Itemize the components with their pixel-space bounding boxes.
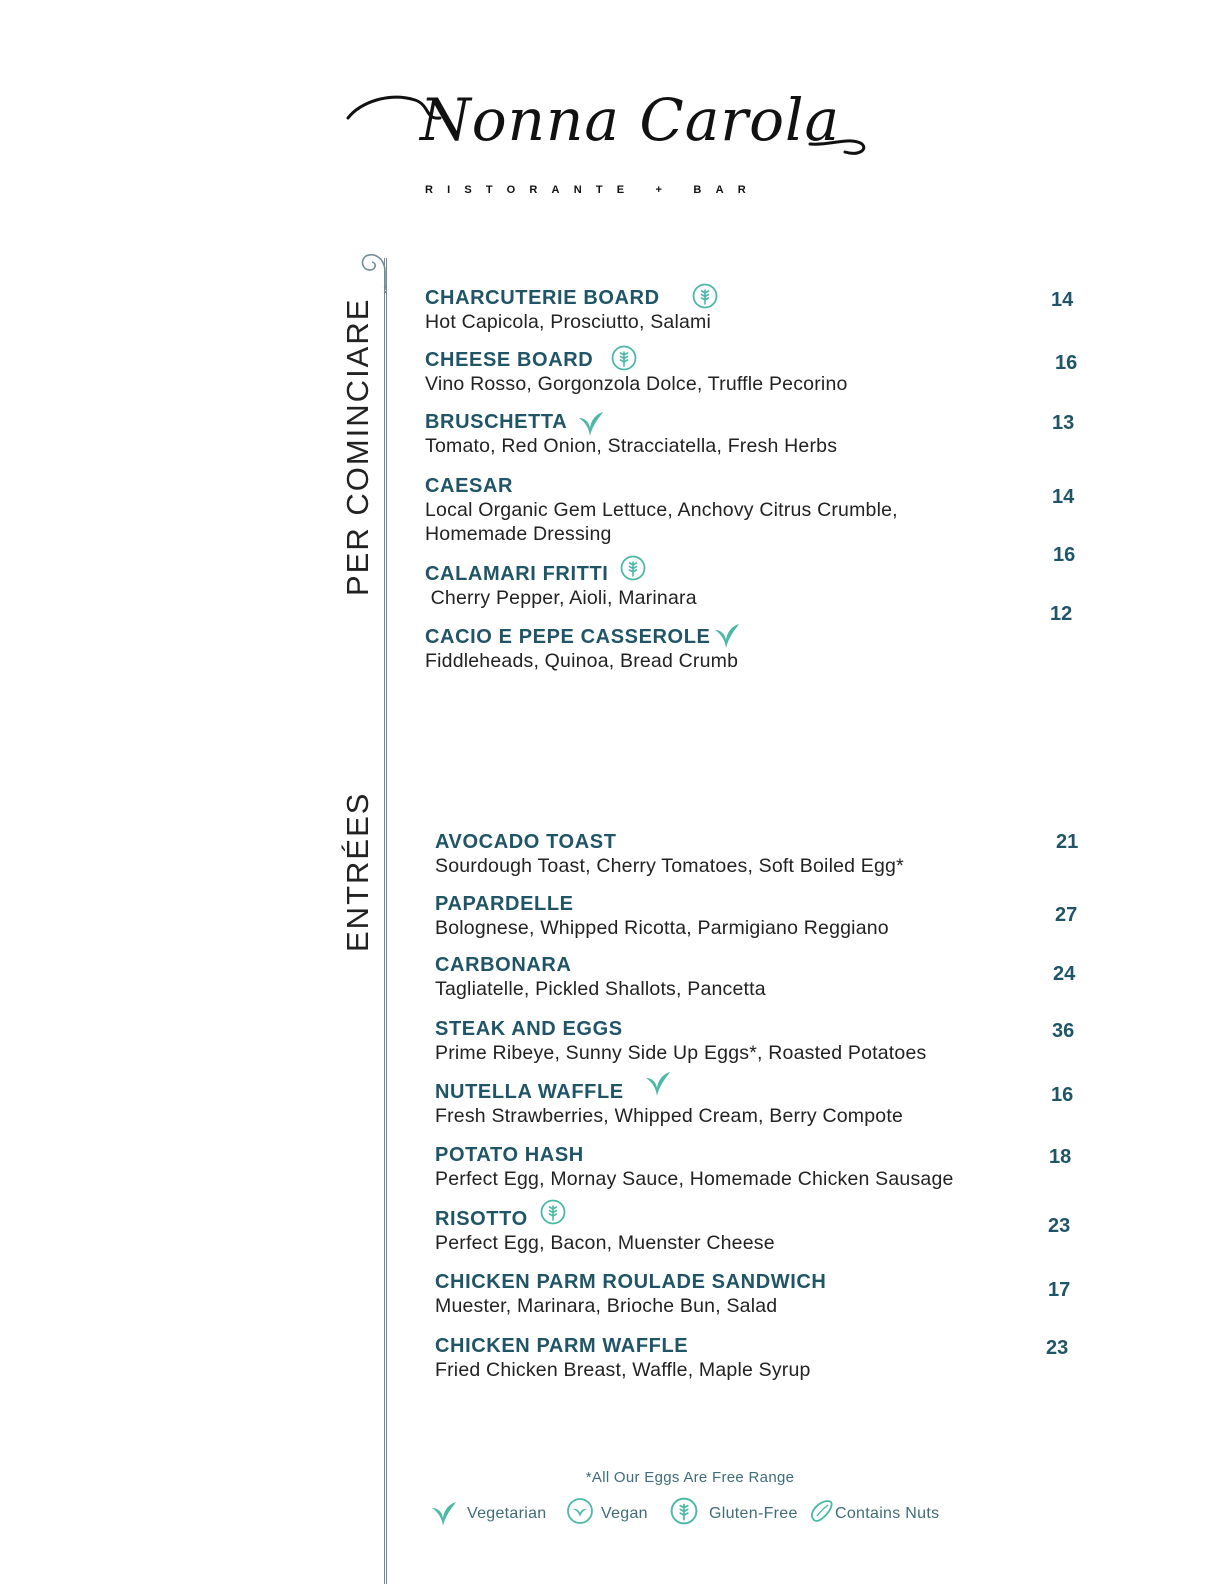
section-title-starters: PER COMINCIARE	[340, 297, 375, 596]
item-description: Local Organic Gem Lettuce, Anchovy Citrus Crumble,	[425, 499, 898, 521]
menu-item	[425, 562, 697, 610]
menu-item	[435, 1270, 826, 1318]
item-description: Tagliatelle, Pickled Shallots, Pancetta	[435, 978, 766, 1000]
legend-gluten-free-label: Gluten-Free	[709, 1505, 798, 1522]
legend-vegetarian-label: Vegetarian	[467, 1505, 547, 1522]
item-description: Bolognese, Whipped Ricotta, Parmigiano Reggiano	[435, 917, 889, 939]
vegetarian-icon	[644, 1070, 672, 1098]
item-description-line2: Homemade Dressing	[425, 523, 612, 545]
item-price: 21	[1056, 831, 1079, 853]
item-description: Vino Rosso, Gorgonzola Dolce, Truffle Pecorino	[425, 373, 848, 395]
item-description: Cherry Pepper, Aioli, Marinara	[425, 587, 697, 609]
menu-item	[435, 1207, 775, 1255]
item-description: Prime Ribeye, Sunny Side Up Eggs*, Roasted Potatoes	[435, 1042, 927, 1064]
item-name: CHICKEN PARM WAFFLE	[435, 1335, 689, 1357]
item-name: POTATO HASH	[435, 1144, 584, 1166]
menu-item	[435, 953, 766, 1001]
nut-icon	[808, 1498, 834, 1524]
vegetarian-icon	[430, 1500, 458, 1528]
menu-item	[435, 1334, 811, 1382]
vertical-rule	[384, 258, 387, 1584]
item-price: 14	[1052, 486, 1075, 508]
gluten-free-icon	[540, 1199, 566, 1225]
item-name: CALAMARI FRITTI	[425, 563, 609, 585]
item-price: 16	[1051, 1084, 1074, 1106]
item-name: CARBONARA	[435, 954, 572, 976]
item-name: CHARCUTERIE BOARD	[425, 287, 660, 309]
item-description: Muester, Marinara, Brioche Bun, Salad	[435, 1295, 778, 1317]
item-description: Fried Chicken Breast, Waffle, Maple Syrup	[435, 1359, 811, 1381]
menu-item	[425, 474, 898, 546]
vegetarian-icon	[577, 410, 605, 438]
item-price: 27	[1055, 904, 1078, 926]
item-description: Fiddleheads, Quinoa, Bread Crumb	[425, 650, 739, 672]
item-price: 13	[1052, 412, 1075, 434]
item-name: PAPARDELLE	[435, 893, 574, 915]
item-description: Fresh Strawberries, Whipped Cream, Berry Compote	[435, 1105, 904, 1127]
legend-vegan-label: Vegan	[601, 1505, 648, 1522]
menu-item	[425, 625, 738, 673]
logo-tagline: RISTORANTE + BAR	[425, 184, 760, 196]
item-description: Perfect Egg, Bacon, Muenster Cheese	[435, 1232, 775, 1254]
item-description: Perfect Egg, Mornay Sauce, Homemade Chicken Sausage	[435, 1168, 954, 1190]
gluten-free-icon	[670, 1497, 698, 1525]
menu-item	[425, 410, 837, 458]
item-description: Sourdough Toast, Cherry Tomatoes, Soft Boiled Egg*	[435, 855, 904, 877]
item-price: 17	[1048, 1279, 1071, 1301]
gluten-free-icon	[692, 283, 718, 309]
restaurant-logo	[340, 80, 880, 210]
item-price: 36	[1052, 1020, 1075, 1042]
menu-item	[435, 892, 889, 940]
item-description: Hot Capicola, Prosciutto, Salami	[425, 311, 712, 333]
vegan-icon	[566, 1497, 594, 1525]
item-price: 24	[1053, 963, 1076, 985]
item-price: 14	[1051, 289, 1074, 311]
item-name: STEAK AND EGGS	[435, 1018, 623, 1040]
item-price: 18	[1049, 1146, 1072, 1168]
item-name: BRUSCHETTA	[425, 411, 568, 433]
menu-item	[435, 1143, 954, 1191]
item-name: CAESAR	[425, 475, 514, 497]
item-name: CHICKEN PARM ROULADE SANDWICH	[435, 1271, 827, 1293]
gluten-free-icon	[620, 555, 646, 581]
menu-item	[435, 830, 904, 878]
section-title-entrees: ENTRÉES	[340, 791, 375, 952]
item-name: CACIO E PEPE CASSEROLE	[425, 626, 711, 648]
menu-item	[435, 1017, 926, 1065]
item-name: RISOTTO	[435, 1208, 528, 1230]
item-description: Tomato, Red Onion, Stracciatella, Fresh Herbs	[425, 435, 838, 457]
vegetarian-icon	[713, 622, 741, 650]
item-name: AVOCADO TOAST	[435, 831, 617, 853]
logo-script: Nonna Carola	[420, 86, 841, 154]
item-price: 12	[1050, 603, 1073, 625]
item-price: 23	[1048, 1215, 1071, 1237]
eggs-footnote: *All Our Eggs Are Free Range	[585, 1469, 795, 1486]
menu-item	[425, 286, 711, 334]
item-price: 23	[1046, 1337, 1069, 1359]
item-name: CHEESE BOARD	[425, 349, 594, 371]
legend-contains-nuts-label: Contains Nuts	[835, 1505, 940, 1522]
item-name: NUTELLA WAFFLE	[435, 1081, 624, 1103]
item-price: 16	[1053, 544, 1076, 566]
gluten-free-icon	[611, 345, 637, 371]
item-price: 16	[1055, 352, 1078, 374]
